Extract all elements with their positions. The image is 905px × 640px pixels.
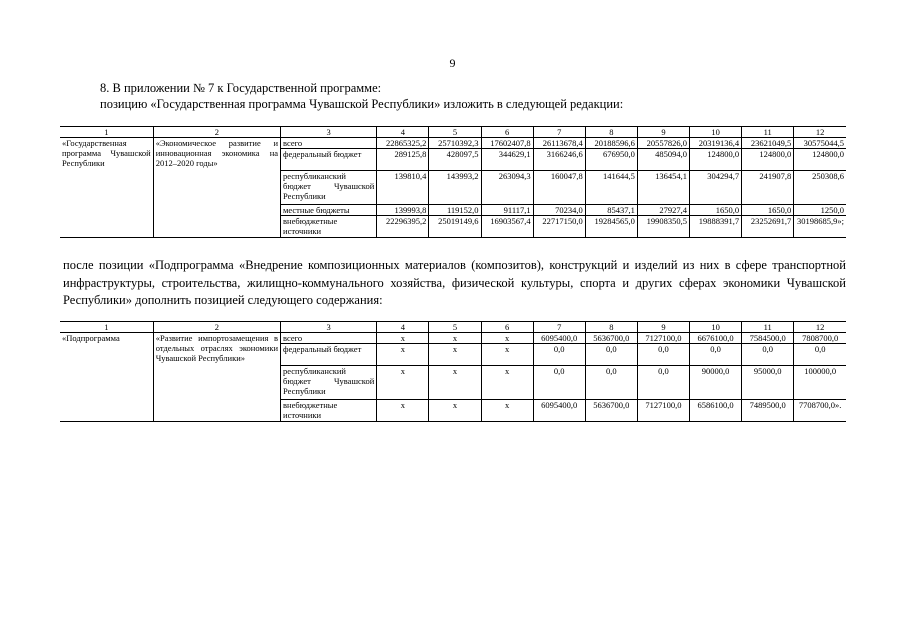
value-cell: 485094,0 <box>637 149 689 171</box>
funding-source-cell: республиканский бюджет Чувашской Республики <box>281 366 377 400</box>
value-cell: 19908350,5 <box>637 216 689 238</box>
intro-line-2: позицию «Государственная программа Чувашской Республики» изложить в следующей редакции: <box>100 97 624 111</box>
subprogram-table <box>60 321 846 422</box>
value-cell: x <box>481 400 533 422</box>
header-cell: 11 <box>742 127 794 138</box>
header-row <box>60 127 846 138</box>
value-cell: x <box>429 366 481 400</box>
header-cell: 4 <box>377 322 429 333</box>
header-cell: 2 <box>153 127 280 138</box>
value-cell: 0,0 <box>533 344 585 366</box>
value-cell: 7127100,0 <box>637 333 689 344</box>
header-cell: 12 <box>794 322 846 333</box>
value-cell: 70234,0 <box>533 205 585 216</box>
value-cell: 250308,6 <box>794 171 846 205</box>
value-cell: 428097,5 <box>429 149 481 171</box>
value-cell: 100000,0 <box>794 366 846 400</box>
header-cell: 1 <box>60 322 153 333</box>
value-cell: 7489500,0 <box>742 400 794 422</box>
table-row <box>60 138 846 149</box>
value-cell: 7708700,0». <box>794 400 846 422</box>
intro-text <box>100 80 623 112</box>
value-cell: 90000,0 <box>690 366 742 400</box>
value-cell: 22717150,0 <box>533 216 585 238</box>
value-cell: 20319136,4 <box>690 138 742 149</box>
value-cell: 19888391,7 <box>690 216 742 238</box>
funding-source-cell: всего <box>281 138 377 149</box>
amendment-paragraph: после позиции «Подпрограмма «Внедрение композиционных материалов (композитов), конструкций и изделий из них в сфере транспортной инфраструктуры, строительства, жилищно-коммунального хозяйства, физической культуры, спорта и других сферах экономики Чувашской Республики» дополнить позицией следующего содержания: <box>63 258 846 307</box>
value-cell: 136454,1 <box>637 171 689 205</box>
value-cell: x <box>481 366 533 400</box>
header-cell: 4 <box>377 127 429 138</box>
value-cell: 25710392,3 <box>429 138 481 149</box>
funding-source-cell: республиканский бюджет Чувашской Республики <box>281 171 377 205</box>
header-cell: 7 <box>533 322 585 333</box>
header-cell: 5 <box>429 322 481 333</box>
header-cell: 7 <box>533 127 585 138</box>
value-cell: 0,0 <box>585 344 637 366</box>
value-cell: 139810,4 <box>377 171 429 205</box>
value-cell: 304294,7 <box>690 171 742 205</box>
header-cell: 10 <box>690 322 742 333</box>
header-row <box>60 322 846 333</box>
value-cell: 344629,1 <box>481 149 533 171</box>
value-cell: 263094,3 <box>481 171 533 205</box>
value-cell: 124800,0 <box>690 149 742 171</box>
funding-source-cell: местные бюджеты <box>281 205 377 216</box>
header-cell: 6 <box>481 127 533 138</box>
value-cell: 0,0 <box>690 344 742 366</box>
value-cell: 16903567,4 <box>481 216 533 238</box>
value-cell: x <box>377 333 429 344</box>
program-title-cell: «Экономическое развитие и инновационная экономика на 2012–2020 годы» <box>153 138 280 238</box>
value-cell: x <box>481 344 533 366</box>
value-cell: 95000,0 <box>742 366 794 400</box>
header-cell: 8 <box>585 127 637 138</box>
value-cell: 19284565,0 <box>585 216 637 238</box>
header-cell: 11 <box>742 322 794 333</box>
value-cell: 23252691,7 <box>742 216 794 238</box>
value-cell: 1650,0 <box>690 205 742 216</box>
header-cell: 3 <box>281 322 377 333</box>
value-cell: x <box>429 400 481 422</box>
value-cell: 124800,0 <box>742 149 794 171</box>
header-cell: 12 <box>794 127 846 138</box>
value-cell: 17602407,8 <box>481 138 533 149</box>
value-cell: 0,0 <box>533 366 585 400</box>
value-cell: 27927,4 <box>637 205 689 216</box>
value-cell: 289125,8 <box>377 149 429 171</box>
value-cell: 119152,0 <box>429 205 481 216</box>
value-cell: 143993,2 <box>429 171 481 205</box>
value-cell: 25019149,6 <box>429 216 481 238</box>
value-cell: 124800,0 <box>794 149 846 171</box>
value-cell: 85437,1 <box>585 205 637 216</box>
value-cell: 241907,8 <box>742 171 794 205</box>
value-cell: 1650,0 <box>742 205 794 216</box>
funding-source-cell: внебюджетные источники <box>281 216 377 238</box>
value-cell: x <box>377 344 429 366</box>
value-cell: 0,0 <box>794 344 846 366</box>
header-cell: 2 <box>153 322 280 333</box>
value-cell: x <box>377 366 429 400</box>
value-cell: x <box>377 400 429 422</box>
value-cell: 91117,1 <box>481 205 533 216</box>
value-cell: 6586100,0 <box>690 400 742 422</box>
program-name-cell: «Подпрограмма <box>60 333 153 422</box>
value-cell: 20557826,0 <box>637 138 689 149</box>
value-cell: 7127100,0 <box>637 400 689 422</box>
value-cell: 3166246,6 <box>533 149 585 171</box>
value-cell: 5636700,0 <box>585 333 637 344</box>
value-cell: 30198685,9»; <box>794 216 846 238</box>
value-cell: 139993,8 <box>377 205 429 216</box>
value-cell: 0,0 <box>637 344 689 366</box>
value-cell: 7808700,0 <box>794 333 846 344</box>
value-cell: 30575044,5 <box>794 138 846 149</box>
header-cell: 6 <box>481 322 533 333</box>
program-table <box>60 126 846 238</box>
header-cell: 5 <box>429 127 481 138</box>
funding-source-cell: федеральный бюджет <box>281 344 377 366</box>
value-cell: x <box>481 333 533 344</box>
value-cell: 0,0 <box>637 366 689 400</box>
value-cell: 20188596,6 <box>585 138 637 149</box>
table-row <box>60 333 846 344</box>
value-cell: 6095400,0 <box>533 333 585 344</box>
value-cell: 7584500,0 <box>742 333 794 344</box>
value-cell: 22865325,2 <box>377 138 429 149</box>
value-cell: 141644,5 <box>585 171 637 205</box>
funding-source-cell: федеральный бюджет <box>281 149 377 171</box>
value-cell: 22296395,2 <box>377 216 429 238</box>
value-cell: 160047,8 <box>533 171 585 205</box>
value-cell: 1250,0 <box>794 205 846 216</box>
value-cell: x <box>429 344 481 366</box>
value-cell: 0,0 <box>742 344 794 366</box>
header-cell: 10 <box>690 127 742 138</box>
funding-source-cell: внебюджетные источники <box>281 400 377 422</box>
header-cell: 8 <box>585 322 637 333</box>
value-cell: 23621049,5 <box>742 138 794 149</box>
intro-line-1: 8. В приложении № 7 к Государственной программе: <box>100 81 382 95</box>
header-cell: 3 <box>281 127 377 138</box>
header-cell: 9 <box>637 322 689 333</box>
value-cell: 0,0 <box>585 366 637 400</box>
value-cell: x <box>429 333 481 344</box>
page-number: 9 <box>449 56 456 70</box>
program-name-cell: «Государственная программа Чувашской Республики <box>60 138 153 238</box>
value-cell: 26113678,4 <box>533 138 585 149</box>
value-cell: 6095400,0 <box>533 400 585 422</box>
funding-source-cell: всего <box>281 333 377 344</box>
value-cell: 5636700,0 <box>585 400 637 422</box>
value-cell: 676950,0 <box>585 149 637 171</box>
program-title-cell: «Развитие импортозамещения в отдельных отраслях экономики Чувашской Республики» <box>153 333 280 422</box>
header-cell: 9 <box>637 127 689 138</box>
header-cell: 1 <box>60 127 153 138</box>
value-cell: 6676100,0 <box>690 333 742 344</box>
